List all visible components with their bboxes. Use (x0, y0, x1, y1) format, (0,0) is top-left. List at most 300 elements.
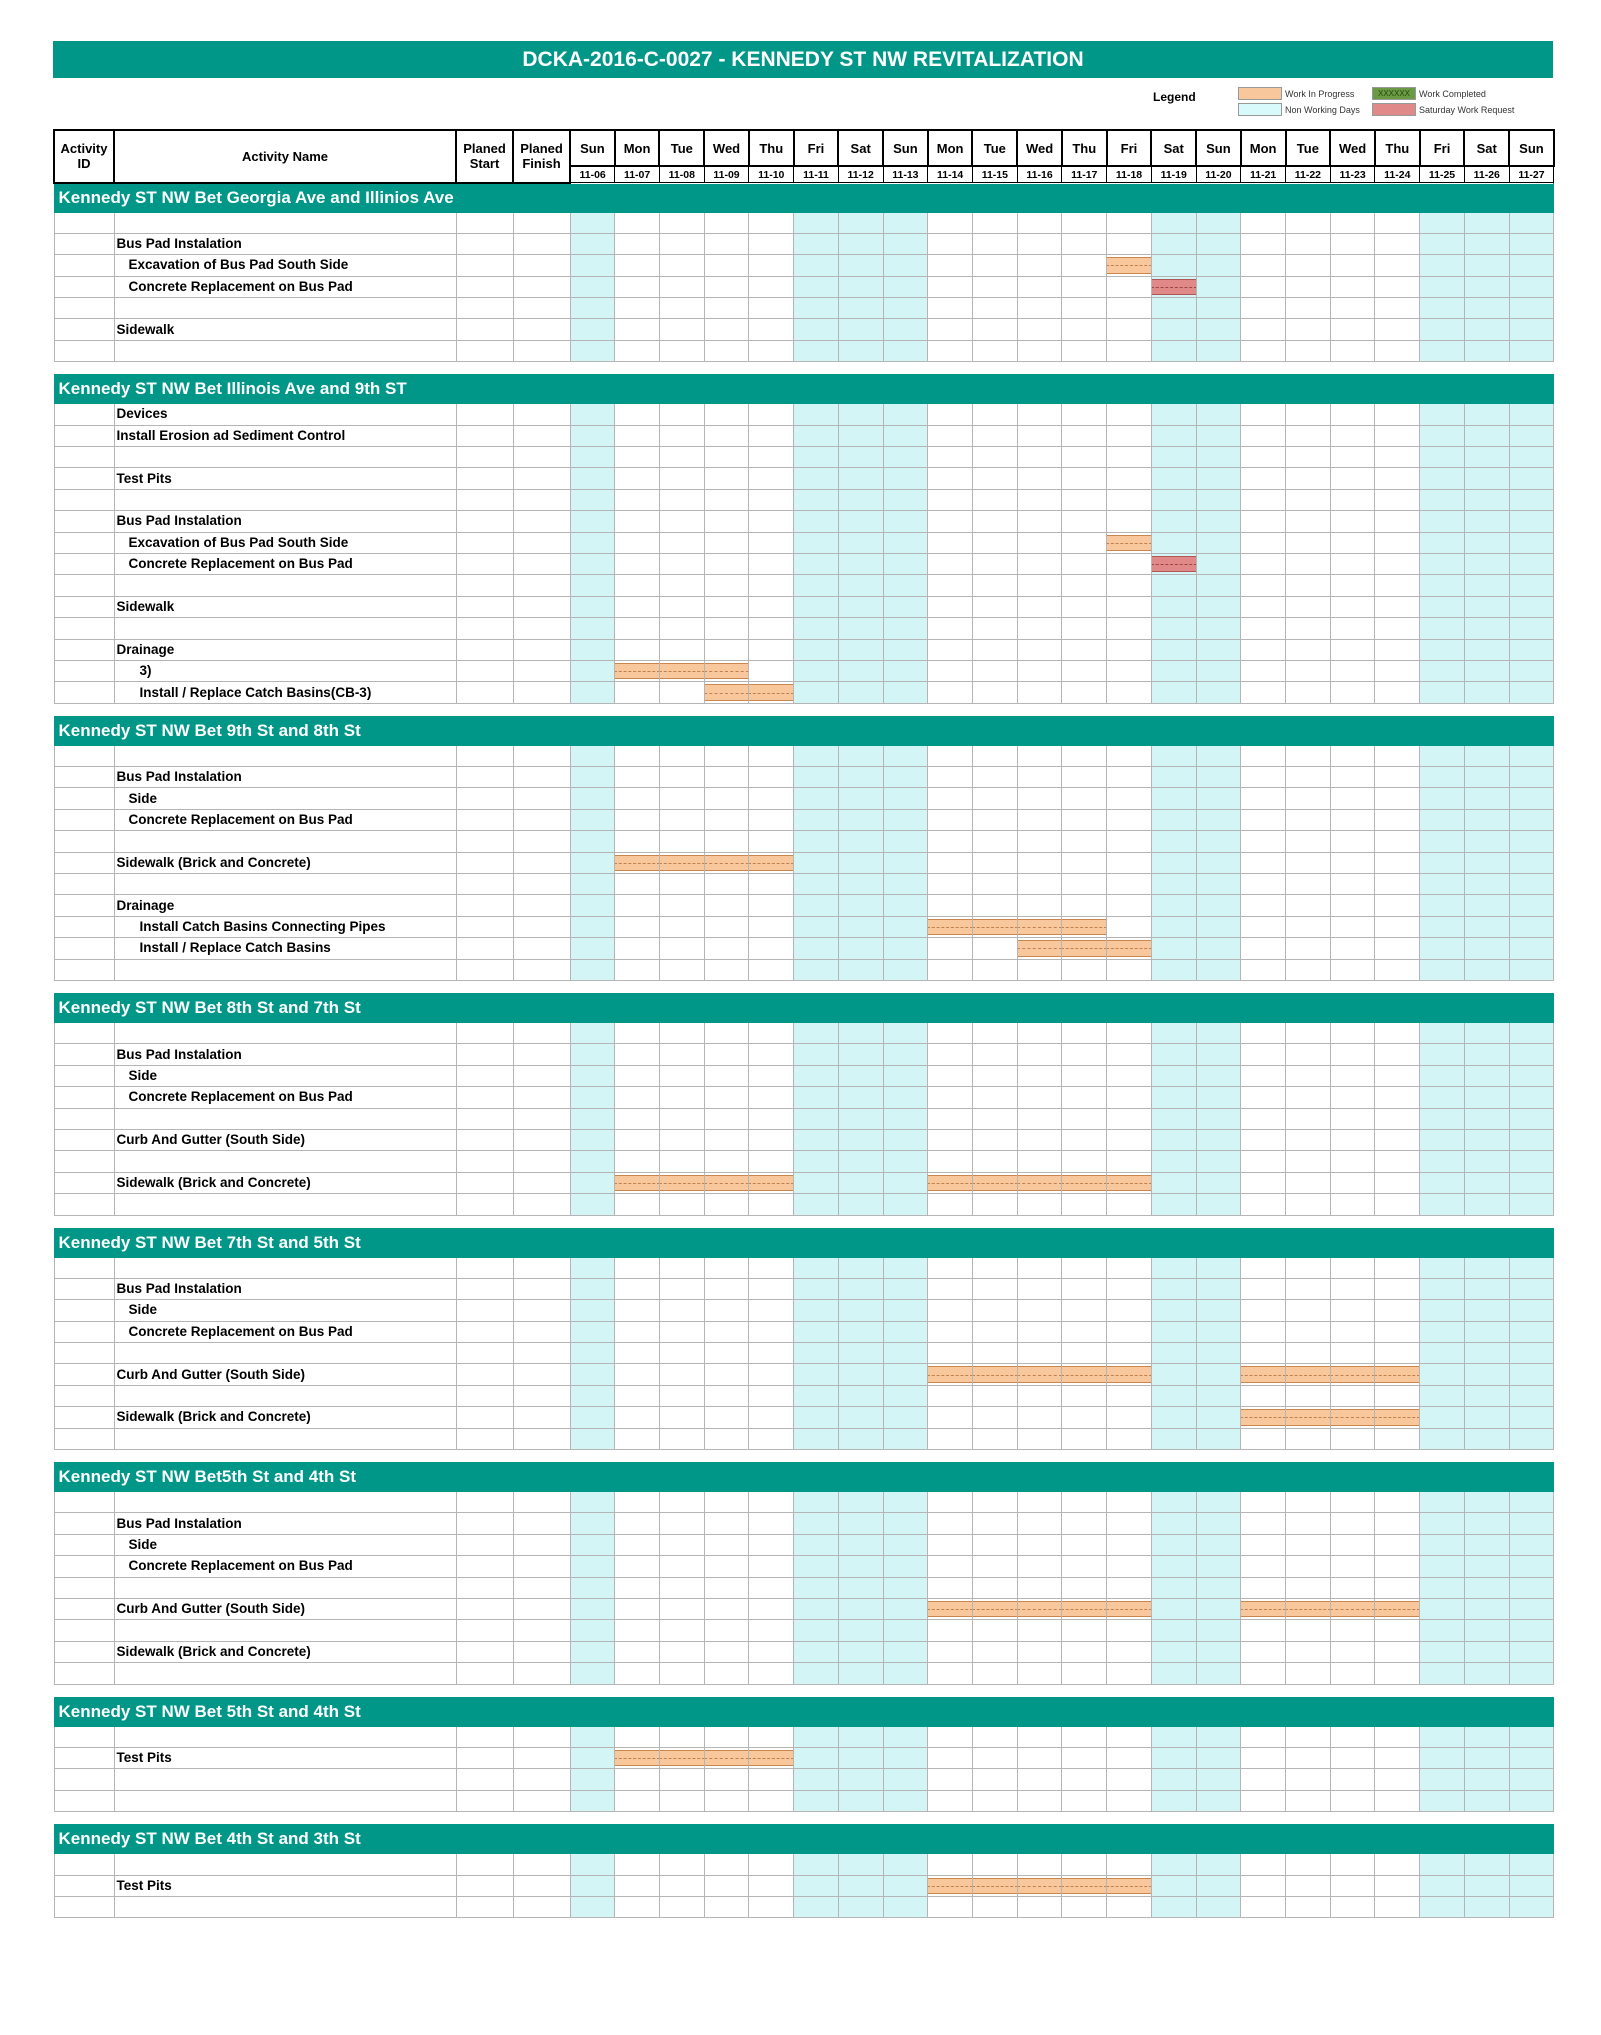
day-cell (1196, 1023, 1241, 1044)
day-cell (1107, 1854, 1152, 1875)
day-cell (794, 255, 839, 276)
activity-id-cell (54, 511, 114, 532)
day-cell (1062, 895, 1107, 916)
day-cell (1330, 233, 1375, 254)
planned-finish-cell (513, 1364, 570, 1385)
activity-id-cell (54, 895, 114, 916)
day-cell (1196, 1278, 1241, 1299)
planned-start-cell (456, 1151, 513, 1172)
activity-row (54, 596, 1554, 617)
day-of-week-header: Fri (1420, 130, 1465, 166)
date-header: 11-14 (928, 166, 973, 183)
day-cell (704, 276, 749, 297)
planned-finish-cell (513, 511, 570, 532)
activity-id-cell (54, 1151, 114, 1172)
work-in-progress-bar (1241, 1366, 1286, 1382)
day-cell (883, 1407, 928, 1428)
activity-name-cell: Sidewalk (114, 319, 456, 340)
activity-id-cell (54, 1790, 114, 1811)
day-cell (749, 1321, 794, 1342)
day-cell (704, 1769, 749, 1790)
day-cell (972, 1278, 1017, 1299)
day-cell (1330, 916, 1375, 937)
day-cell (838, 276, 883, 297)
activity-row (54, 1278, 1554, 1299)
day-cell (972, 1534, 1017, 1555)
day-cell (1062, 1385, 1107, 1406)
day-cell (1107, 532, 1152, 553)
day-cell (1286, 1257, 1331, 1278)
day-cell (570, 575, 615, 596)
day-cell (838, 1343, 883, 1364)
day-cell (1241, 874, 1286, 895)
activity-row (54, 404, 1554, 425)
day-cell (883, 1044, 928, 1065)
day-cell (1017, 1172, 1062, 1193)
activity-id-cell (54, 233, 114, 254)
day-cell (928, 468, 973, 489)
planned-finish-cell (513, 938, 570, 959)
day-cell (838, 1321, 883, 1342)
work-in-progress-bar (1062, 1878, 1107, 1894)
section-header (54, 375, 1554, 404)
day-cell (1017, 1663, 1062, 1684)
day-cell (838, 255, 883, 276)
day-cell (1107, 1513, 1152, 1534)
day-cell (1330, 1065, 1375, 1086)
planned-finish-cell (513, 1854, 570, 1875)
day-cell (1017, 1023, 1062, 1044)
day-cell (615, 1087, 660, 1108)
day-cell (1151, 1087, 1196, 1108)
day-cell (1286, 319, 1331, 340)
day-cell (1241, 639, 1286, 660)
day-cell (883, 618, 928, 639)
day-cell (1196, 1854, 1241, 1875)
day-cell (928, 1875, 973, 1896)
day-cell (1017, 1556, 1062, 1577)
day-cell (838, 1663, 883, 1684)
activity-row (54, 1747, 1554, 1768)
day-cell (794, 489, 839, 510)
day-cell (1509, 276, 1554, 297)
day-cell (1241, 511, 1286, 532)
day-cell (1464, 212, 1509, 233)
day-cell (749, 1364, 794, 1385)
day-cell (883, 489, 928, 510)
day-cell (883, 1620, 928, 1641)
planned-finish-cell (513, 1108, 570, 1129)
day-cell (972, 1194, 1017, 1215)
day-cell (570, 1641, 615, 1662)
day-cell (749, 1854, 794, 1875)
day-cell (1509, 1747, 1554, 1768)
activity-name-cell: Concrete Replacement on Bus Pad (114, 809, 456, 830)
day-cell (704, 1663, 749, 1684)
day-cell (1509, 1278, 1554, 1299)
day-cell (794, 1407, 839, 1428)
day-cell (704, 1257, 749, 1278)
day-cell (570, 1492, 615, 1513)
day-cell (704, 618, 749, 639)
activity-id-cell (54, 639, 114, 660)
day-cell (1330, 1044, 1375, 1065)
work-in-progress-bar (659, 855, 704, 871)
col-activity-name-header: Activity Name (114, 130, 456, 183)
day-cell (659, 1513, 704, 1534)
day-cell (883, 468, 928, 489)
activity-row (54, 1300, 1554, 1321)
day-cell (1151, 1726, 1196, 1747)
day-cell (615, 916, 660, 937)
day-cell (1151, 1577, 1196, 1598)
day-cell (1196, 1492, 1241, 1513)
day-cell (1017, 852, 1062, 873)
day-cell (1196, 1556, 1241, 1577)
day-cell (749, 532, 794, 553)
planned-start-cell (456, 1747, 513, 1768)
day-cell (1286, 1896, 1331, 1917)
activity-row (54, 1364, 1554, 1385)
day-cell (928, 425, 973, 446)
day-cell (1420, 938, 1465, 959)
day-cell (615, 1172, 660, 1193)
day-cell (615, 1023, 660, 1044)
day-cell (838, 916, 883, 937)
day-cell (704, 1641, 749, 1662)
day-cell (883, 1194, 928, 1215)
day-cell (1196, 1194, 1241, 1215)
day-cell (1151, 959, 1196, 980)
planned-finish-cell (513, 1726, 570, 1747)
work-in-progress-bar (1062, 919, 1107, 935)
day-cell (1509, 767, 1554, 788)
day-cell (838, 831, 883, 852)
day-cell (838, 745, 883, 766)
day-cell (1107, 1769, 1152, 1790)
section-spacer (54, 1215, 1554, 1228)
day-cell (704, 575, 749, 596)
day-cell (1464, 1407, 1509, 1428)
day-cell (1107, 233, 1152, 254)
day-cell (972, 1044, 1017, 1065)
day-cell (1464, 938, 1509, 959)
day-cell (1509, 1023, 1554, 1044)
day-cell (972, 1257, 1017, 1278)
day-cell (704, 532, 749, 553)
day-cell (659, 1044, 704, 1065)
activity-row (54, 1854, 1554, 1875)
activity-id-cell (54, 489, 114, 510)
planned-start-cell (456, 1641, 513, 1662)
day-cell (1196, 916, 1241, 937)
day-cell (838, 1278, 883, 1299)
day-cell (838, 1492, 883, 1513)
day-cell (1420, 298, 1465, 319)
day-cell (883, 319, 928, 340)
day-cell (1196, 1087, 1241, 1108)
day-cell (1375, 1172, 1420, 1193)
day-cell (704, 255, 749, 276)
day-cell (928, 575, 973, 596)
day-cell (1241, 1896, 1286, 1917)
day-cell (704, 682, 749, 703)
work-in-progress-bar (928, 1601, 973, 1617)
day-cell (1286, 1577, 1331, 1598)
planned-start-cell (456, 1172, 513, 1193)
day-cell (749, 938, 794, 959)
day-cell (749, 895, 794, 916)
day-cell (1241, 1044, 1286, 1065)
day-cell (749, 916, 794, 937)
day-cell (1241, 1023, 1286, 1044)
day-cell (1509, 298, 1554, 319)
day-cell (794, 532, 839, 553)
day-cell (1375, 511, 1420, 532)
day-cell (1420, 1428, 1465, 1449)
day-cell (928, 1257, 973, 1278)
day-cell (972, 596, 1017, 617)
day-cell (1330, 319, 1375, 340)
activity-name-cell: Bus Pad Instalation (114, 1278, 456, 1299)
activity-row (54, 809, 1554, 830)
day-cell (1286, 682, 1331, 703)
day-cell (838, 1023, 883, 1044)
day-cell (1286, 1407, 1331, 1428)
day-cell (1509, 660, 1554, 681)
activity-id-cell (54, 1556, 114, 1577)
planned-start-cell (456, 874, 513, 895)
day-cell (928, 1278, 973, 1299)
day-cell (1062, 1747, 1107, 1768)
day-cell (972, 276, 1017, 297)
day-cell (749, 1556, 794, 1577)
day-cell (1330, 1620, 1375, 1641)
activity-name-cell: Bus Pad Instalation (114, 1044, 456, 1065)
day-cell (1464, 916, 1509, 937)
day-cell (615, 1790, 660, 1811)
section-header (54, 183, 1554, 213)
day-cell (972, 938, 1017, 959)
planned-start-cell (456, 916, 513, 937)
activity-id-cell (54, 1854, 114, 1875)
day-cell (1509, 959, 1554, 980)
day-cell (1464, 1385, 1509, 1406)
day-cell (838, 468, 883, 489)
day-cell (883, 532, 928, 553)
planned-start-cell (456, 1385, 513, 1406)
work-in-progress-bar (928, 1878, 973, 1894)
day-cell (794, 468, 839, 489)
day-cell (1017, 1577, 1062, 1598)
day-cell (704, 1513, 749, 1534)
day-cell (1107, 682, 1152, 703)
day-cell (794, 660, 839, 681)
day-cell (1196, 1896, 1241, 1917)
planned-finish-cell (513, 1194, 570, 1215)
day-cell (1107, 1257, 1152, 1278)
day-cell (883, 1769, 928, 1790)
day-cell (1286, 1854, 1331, 1875)
planned-finish-cell (513, 1321, 570, 1342)
day-cell (1420, 1065, 1465, 1086)
activity-name-cell (114, 1385, 456, 1406)
activity-id-cell (54, 1513, 114, 1534)
day-cell (1330, 1087, 1375, 1108)
day-cell (704, 788, 749, 809)
day-cell (794, 1129, 839, 1150)
day-cell (1151, 1854, 1196, 1875)
activity-id-cell (54, 618, 114, 639)
planned-finish-cell (513, 1428, 570, 1449)
day-cell (1464, 1065, 1509, 1086)
day-cell (1107, 660, 1152, 681)
planned-start-cell (456, 1790, 513, 1811)
activity-name-cell: Concrete Replacement on Bus Pad (114, 276, 456, 297)
day-cell (1107, 404, 1152, 425)
day-cell (1509, 532, 1554, 553)
work-in-progress-bar (928, 1366, 973, 1382)
day-cell (883, 660, 928, 681)
day-cell (659, 639, 704, 660)
planned-start-cell (456, 340, 513, 361)
day-cell (1151, 468, 1196, 489)
day-cell (1509, 745, 1554, 766)
activity-name-cell (114, 1790, 456, 1811)
day-cell (1107, 1385, 1152, 1406)
planned-finish-cell (513, 233, 570, 254)
planned-start-cell (456, 1343, 513, 1364)
planned-finish-cell (513, 340, 570, 361)
day-cell (838, 938, 883, 959)
day-cell (928, 553, 973, 574)
day-cell (1017, 575, 1062, 596)
day-cell (1464, 447, 1509, 468)
day-cell (1509, 596, 1554, 617)
planned-finish-cell (513, 1023, 570, 1044)
activity-id-cell (54, 532, 114, 553)
day-cell (838, 1556, 883, 1577)
day-cell (1420, 1577, 1465, 1598)
day-cell (1509, 1257, 1554, 1278)
day-cell (838, 895, 883, 916)
day-cell (1241, 298, 1286, 319)
day-cell (1509, 233, 1554, 254)
planned-finish-cell (513, 1151, 570, 1172)
day-cell (1062, 1023, 1107, 1044)
day-of-week-header: Sat (1151, 130, 1196, 166)
day-cell (1509, 575, 1554, 596)
day-cell (704, 1087, 749, 1108)
day-of-week-header: Sun (1509, 130, 1554, 166)
day-cell (972, 233, 1017, 254)
day-cell (570, 233, 615, 254)
day-cell (615, 1641, 660, 1662)
activity-name-cell: Concrete Replacement on Bus Pad (114, 1556, 456, 1577)
day-cell (1196, 745, 1241, 766)
planned-finish-cell (513, 1278, 570, 1299)
day-cell (1062, 1087, 1107, 1108)
activity-name-cell: 3) (114, 660, 456, 681)
day-cell (1420, 1278, 1465, 1299)
day-cell (1375, 895, 1420, 916)
work-in-progress-bar (1286, 1409, 1331, 1425)
activity-row (54, 319, 1554, 340)
day-cell (1286, 959, 1331, 980)
date-header: 11-18 (1107, 166, 1152, 183)
day-cell (615, 340, 660, 361)
day-cell (1286, 489, 1331, 510)
planned-finish-cell (513, 1896, 570, 1917)
planned-start-cell (456, 1896, 513, 1917)
day-cell (1464, 1194, 1509, 1215)
activity-id-cell (54, 1875, 114, 1896)
day-cell (838, 618, 883, 639)
day-cell (1509, 511, 1554, 532)
day-cell (570, 959, 615, 980)
day-cell (1464, 788, 1509, 809)
day-cell (1062, 319, 1107, 340)
saturday-work-bar (1151, 556, 1196, 572)
planned-finish-cell (513, 788, 570, 809)
day-cell (1464, 809, 1509, 830)
day-cell (883, 959, 928, 980)
date-header: 11-23 (1330, 166, 1375, 183)
day-cell (1107, 1620, 1152, 1641)
day-cell (1286, 1790, 1331, 1811)
day-cell (794, 1364, 839, 1385)
day-cell (1241, 1620, 1286, 1641)
day-cell (1420, 447, 1465, 468)
day-cell (883, 745, 928, 766)
day-cell (1241, 1407, 1286, 1428)
day-cell (1062, 852, 1107, 873)
section-title: Kennedy ST NW Bet 8th St and 7th St (58, 998, 361, 1017)
day-cell (704, 1108, 749, 1129)
planned-start-cell (456, 852, 513, 873)
activity-row (54, 916, 1554, 937)
planned-start-cell (456, 1769, 513, 1790)
day-cell (704, 553, 749, 574)
day-cell (1286, 340, 1331, 361)
day-cell (1107, 852, 1152, 873)
day-cell (1330, 959, 1375, 980)
day-cell (972, 1087, 1017, 1108)
activity-row (54, 532, 1554, 553)
day-cell (1151, 1300, 1196, 1321)
day-cell (704, 1385, 749, 1406)
day-cell (1062, 959, 1107, 980)
day-cell (659, 1385, 704, 1406)
day-cell (1375, 1769, 1420, 1790)
day-cell (749, 1385, 794, 1406)
day-cell (1196, 340, 1241, 361)
activity-name-cell: Side (114, 1534, 456, 1555)
activity-name-cell (114, 1620, 456, 1641)
day-cell (749, 1663, 794, 1684)
day-cell (1464, 1641, 1509, 1662)
day-cell (1509, 1790, 1554, 1811)
day-cell (1062, 1407, 1107, 1428)
day-cell (1375, 1854, 1420, 1875)
planned-start-cell (456, 212, 513, 233)
day-cell (883, 1172, 928, 1193)
day-cell (570, 447, 615, 468)
day-cell (1017, 745, 1062, 766)
day-cell (1017, 1194, 1062, 1215)
day-cell (883, 298, 928, 319)
day-cell (1241, 489, 1286, 510)
